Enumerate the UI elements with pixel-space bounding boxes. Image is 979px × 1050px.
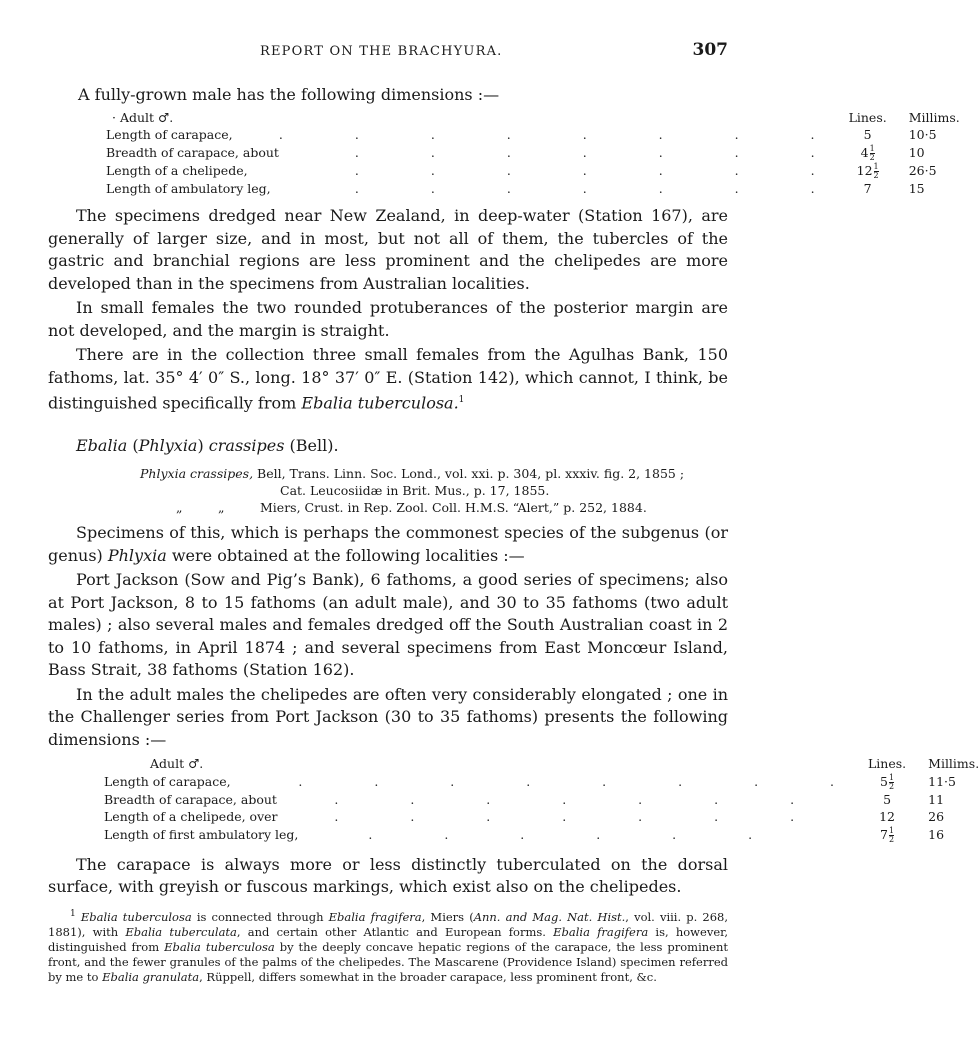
value-lines: 5 $\frac{1}{2}$ [880,772,895,791]
table-row [106,162,960,180]
value-lines: 7 $\frac{1}{2}$ [880,825,895,844]
synonymy-line: Cat. Leucosiidæ in Brit. Mus., p. 17, 1855. [280,483,550,499]
paragraph-specimens: Specimens of this, which is perhaps the commonest species of the subgenus (or genus) Phlyxia were obtained at the following localities :— [48,523,728,565]
paragraph-agulhas: There are in the collection three small females from the Agulhas Bank, 150 fathoms, lat. 35° 4′ 0″ S., long. 18° 37′ 0″ E. (Station 142), which cannot, I think, be distinguished specifically from Ebalia tuberculosa.$^1$ [48,345,728,413]
row-label: Length of a chelipede, over [104,809,278,825]
value-lines: 12 $\frac{1}{2}$ [856,161,879,180]
row-label: Length of carapace, [104,774,231,790]
species-heading: Ebalia (Phlyxia) crassipes (Bell). [76,435,339,455]
table-row [104,808,979,826]
row-label: Length of carapace, [106,127,233,142]
synonymy-line: „ „ Miers, Crust. in Rep. Zool. Coll. H.M.S. “Alert,” p. 252, 1884. [176,500,647,516]
value-millims: 10·5 [908,127,937,142]
value-lines: 7 [863,180,872,196]
table-row [106,126,960,144]
synonymy-block [48,465,728,516]
fraction-half: $\frac{1}{2}$ [889,825,895,844]
table-header-row [106,109,960,127]
dimensions-table-2 [104,755,979,844]
table-row [106,144,960,162]
paragraph-port-jackson: Port Jackson (Sow and Pig’s Bank), 6 fathoms, a good series of specimens; also at Port Jackson, 8 to 15 fathoms (an adult male), and 30 to 35 fathoms (two adult males) ; also several males and females dredged off the South Australian coast in 2 to 10 fathoms, in April 1874 ; and several specimens from East Moncœur Island, Bass Strait, 38 fathoms (Station 162). [48,570,728,680]
value-millims: 15 [908,180,925,196]
value-lines: 5 [863,127,872,142]
fraction-half: $\frac{1}{2}$ [869,143,875,162]
paragraph-carapace: The carapace is always more or less distinctly tuberculated on the dorsal surface, with greyish or fuscous markings, which exist also on the chelipedes. [48,854,728,897]
table-header-row [104,755,979,773]
footnote: $^1$ Ebalia tuberculosa is connected through Ebalia fragifera, Miers (Ann. and Mag. Nat. Hist., vol. viii. p. 268, 1881), with Ebalia tuberculata, and certain other Atlantic and European forms. Ebalia fragifera is, however, distinguished from Ebalia tuberculosa by the deeply concave hepatic regions of the carapace, the less prominent front, and the fewer granules of the palms of the chelipedes. The Mascarene (Providence Island) specimen referred by me to Ebalia granulata, Rüppell, differs somewhat in the broader carapace, less prominent front, &c. [48,908,729,984]
ditto-mark: „ [218,500,225,516]
value-lines: 5 [883,791,892,807]
column-header-millims: Millims. [908,109,960,125]
table-label-header: Adult ♂. [150,756,204,772]
leader-dots: . . . . . . . [354,180,849,196]
table-row [104,773,979,791]
footnote-reference: 1 [458,395,465,405]
paragraph-new-zealand: The specimens dredged near New Zealand, in deep-water (Station 167), are generally of larger size, and in most, but not all of them, the tubercles of the gastric and branchial regions are less prominent and the chelipedes are more developed than in the specimens from Australian localities. [48,206,728,293]
leader-dots: . . . . . . . . [298,774,868,790]
leader-dots: . . . . . . . [354,144,849,160]
synonymy-line: Phlyxia crassipes, Bell, Trans. Linn. Soc. Lond., vol. xxi. p. 304, pl. xxxiv. fig. 2, 1855 ; [140,466,685,482]
paragraph-small-females: In small females the two rounded protuberances of the posterior margin are not developed, and the margin is straight. [48,298,728,340]
row-label: Breadth of carapace, about [104,791,277,807]
genus-name: Phlyxia [107,545,167,565]
leader-dots: . . . . . . . [334,791,829,807]
page [48,40,979,985]
value-lines: 4 $\frac{1}{2}$ [860,143,875,162]
column-header-millims: Millims. [928,756,979,772]
value-millims: 11 [928,791,945,807]
value-millims: 11·5 [928,774,956,790]
value-lines: 12 [879,809,896,825]
row-label: Length of a chelipede, [106,162,248,178]
row-label: Length of first ambulatory leg, [104,827,299,843]
ditto-mark: „ [176,500,183,516]
column-header-lines: Lines. [868,756,907,772]
fraction-half: $\frac{1}{2}$ [889,772,895,791]
column-header-lines: Lines. [848,109,887,125]
page-number: 307 [692,40,728,60]
footnote-mark: 1 [70,908,76,919]
fraction-half: $\frac{1}{2}$ [873,161,879,180]
running-title: REPORT ON THE BRACHYURA. [260,44,503,59]
leader-dots: . . . . . . . [354,162,849,178]
leader-dots: . . . . . . [368,827,787,843]
value-millims: 26·5 [908,162,937,178]
table-row [106,180,960,198]
leader-dots: . . . . . . . . [278,127,849,142]
dimensions-table-1 [106,109,960,198]
value-millims: 26 [928,809,945,825]
value-millims: 10 [908,144,925,160]
table-label-header: · Adult ♂. [112,109,174,125]
row-label: Length of ambulatory leg, [106,180,271,196]
table-row [104,791,979,809]
value-millims: 16 [928,827,945,843]
table-row [104,826,979,844]
footnotes [48,907,728,985]
leader-dots: . . . . . . . [334,809,829,825]
paragraph-adult-males: In the adult males the chelipedes are often very considerably elongated ; one in the Challenger series from Port Jackson (30 to 35 fathoms) presents the following dimensions :— [48,684,728,749]
paragraph-fully-grown: A fully-grown male has the following dimensions :— [78,85,500,104]
species-name: Ebalia tuberculosa. [301,393,459,413]
page-header [48,40,728,66]
row-label: Breadth of carapace, about [106,144,279,160]
